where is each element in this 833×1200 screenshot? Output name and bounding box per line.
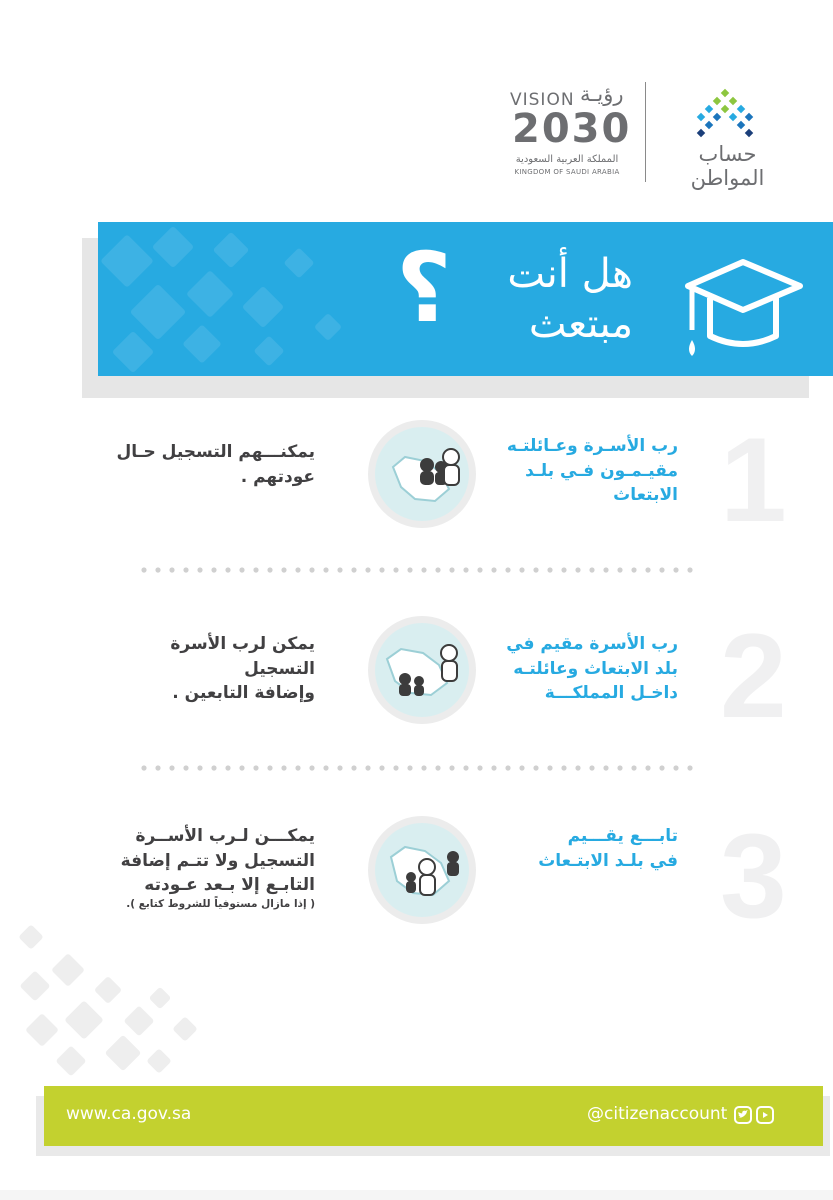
- result-line: يمكـــن لـرب الأســرة: [135, 826, 315, 846]
- condition-line: بلد الابتعاث وعائلتـه: [513, 658, 678, 679]
- social-handle-link[interactable]: @citizenaccount: [587, 1104, 728, 1124]
- kingdom-label-ar: المملكة العربية السعودية: [515, 154, 619, 165]
- banner-title-line2: مبتعث: [528, 301, 633, 347]
- step-condition: [478, 824, 678, 873]
- step-number: 3: [720, 809, 787, 943]
- condition-line: الابتعاث: [613, 485, 678, 506]
- citizen-account-logo-icon: [695, 88, 755, 142]
- separator-dots: [140, 566, 700, 574]
- result-line: عودتهم .: [240, 466, 315, 487]
- condition-line: مقيـمـون فـي بلـد: [525, 460, 678, 481]
- step-number: 2: [720, 609, 787, 743]
- result-line: التابـع إلا بـعد عـودته: [144, 875, 315, 896]
- condition-line: داخـل المملكـــة: [544, 683, 678, 704]
- banner-title-line1: هل أنت: [507, 251, 633, 297]
- family-map-illustration: [368, 616, 476, 724]
- result-note: ( إذا مازال مستوفياً للشروط كتابع ).: [126, 897, 315, 910]
- result-line: يمكنـــهم التسجيل حـال: [116, 442, 315, 462]
- step-condition: [478, 632, 678, 706]
- condition-line: رب الأسـرة وعـائلتـه: [506, 436, 678, 456]
- condition-line: تابـــع يقـــيم: [567, 826, 678, 846]
- vision-year: 2030: [512, 106, 632, 152]
- result-line: يمكن لرب الأسرة التسجيل: [170, 634, 315, 679]
- footer-bar: [44, 1086, 823, 1146]
- bottom-strip: [0, 1190, 833, 1200]
- separator-dots: [140, 764, 700, 772]
- youtube-icon[interactable]: [756, 1106, 774, 1124]
- twitter-icon[interactable]: [734, 1106, 752, 1124]
- result-line: التسجيل ولا تتـم إضافة: [120, 850, 315, 871]
- step-number: 1: [720, 413, 787, 547]
- step-2: [0, 609, 833, 743]
- vision-label-en: VISION: [510, 90, 575, 110]
- step-1: [0, 413, 833, 550]
- step-result: [95, 824, 315, 912]
- question-mark: ؟: [396, 232, 452, 344]
- family-map-illustration: [368, 816, 476, 924]
- graduation-cap-icon: [678, 248, 808, 368]
- kingdom-label-en: KINGDOM OF SAUDI ARABIA: [514, 168, 620, 176]
- logo-divider: [645, 82, 646, 182]
- step-result: [95, 632, 315, 706]
- header-logos: [500, 72, 800, 192]
- brand-name: حساب المواطن: [690, 142, 765, 190]
- step-result: [95, 440, 315, 489]
- website-link[interactable]: www.ca.gov.sa: [66, 1104, 192, 1124]
- result-line: وإضافة التابعين .: [172, 683, 315, 704]
- step-condition: [478, 434, 678, 508]
- title-banner: [98, 222, 833, 376]
- family-map-illustration: [368, 420, 476, 528]
- step-3: [0, 809, 833, 943]
- vision-label-ar: رؤيـة: [580, 82, 624, 106]
- condition-line: رب الأسرة مقيم في: [506, 634, 678, 654]
- condition-line: في بلـد الابتـعاث: [538, 850, 678, 871]
